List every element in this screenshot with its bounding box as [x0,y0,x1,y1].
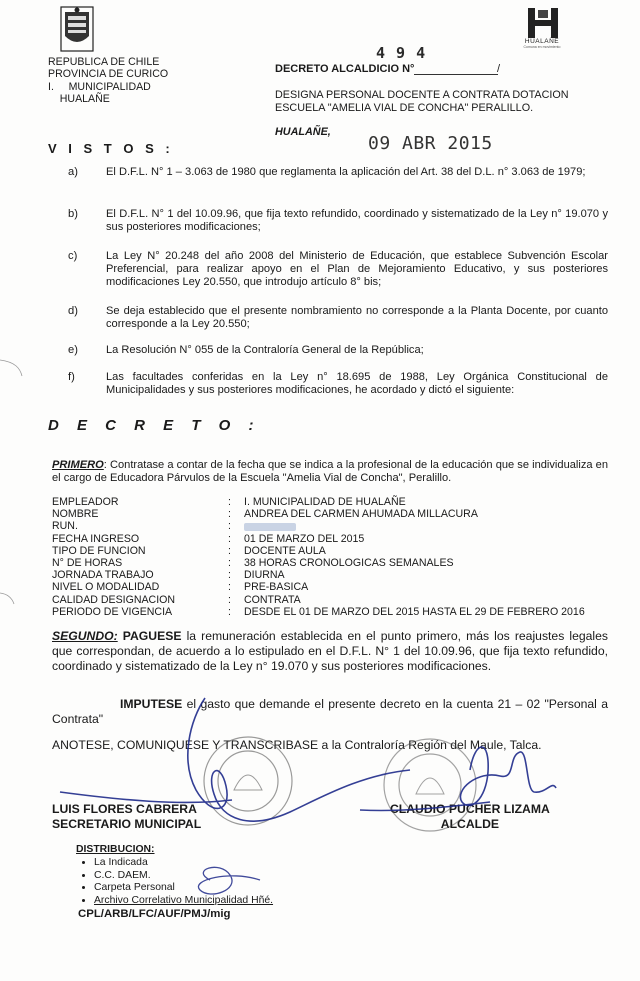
detail-row: FECHA INGRESO : 01 DE MARZO DEL 2015 [52,533,612,545]
logo-tagline: Comuna en movimiento [523,45,561,49]
distribution-item: • C.C. DAEM. [94,870,273,883]
detail-row: PERIODO DE VIGENCIA : DESDE EL 01 DE MARZO DEL 2015 HASTA EL 29 DE FEBRERO 2016 [52,606,612,618]
mayor-signature-scribble [360,747,556,811]
detail-row: RUN. : [52,520,612,532]
item-text: El D.F.L. N° 1 – 3.063 de 1980 que reglamenta la aplicación del Art. 38 del D.L. n° 3.063 de 1979; [106,166,586,178]
decree-number: 4 9 4 [376,44,427,62]
municipal-crest-icon [60,6,94,52]
item-key: b) [68,208,78,220]
vistos-item [68,208,608,234]
detail-value: PRE-BASICA [244,581,309,594]
mayor-title: ALCALDE [440,817,500,831]
secretary-name: LUIS FLORES CABRERA [52,802,197,816]
detail-label: PERIODO DE VIGENCIA [52,605,173,618]
decreto-heading: D E C R E T O : [48,417,261,434]
vistos-item [68,371,608,397]
scan-margin-mark [0,360,22,376]
detail-value: DIURNA [244,569,285,582]
detail-row: NIVEL O MODALIDAD : PRE-BASICA [52,581,612,593]
vistos-item [68,305,608,331]
primero-text: : Contratase a contar de la fecha que se indica a la profesional de la educación que se individualiza en el cargo de Educadora Párvulos de la Escuela "Amelia Vial de Concha", Peralillo. [52,459,608,484]
decree-subject: DESIGNA PERSONAL DOCENTE A CONTRATA DOTACION ESCUELA "AMELIA VIAL DE CONCHA" PERALILLO. [275,89,569,114]
item-key: c) [68,250,78,262]
issuer-block [48,56,168,106]
issuer-line: PROVINCIA DE CURICO [48,68,169,81]
redacted-run [244,523,296,531]
scan-margin-mark [0,593,14,604]
date-stamp: 09 ABR 2015 [368,133,493,154]
segundo-text: la remuneración establecida en el punto primero, más los reajustes legales que correspondan, de acuerdo a lo estipulado en el D.F.L. N° 1 del 10.09.96, que fija texto refundido, coordinado y sistematizado de la Ley n° 19.070 y sus posteriores modificaciones. [52,629,608,673]
detail-row: N° DE HORAS : 38 HORAS CRONOLOGICAS SEMANALES [52,557,612,569]
secretary-signature-block [52,802,201,832]
detail-row: TIPO DE FUNCION : DOCENTE AULA [52,545,612,557]
detail-label: CALIDAD DESIGNACION [52,593,176,606]
item-key: f) [68,371,75,383]
detail-label: RUN. [52,520,78,533]
detail-label: NIVEL O MODALIDAD [52,581,160,594]
item-key: d) [68,305,78,317]
impute-text: el gasto que demande el presente decreto en la cuenta 21 – 02 "Personal a Contrata" [52,697,608,726]
detail-value: DESDE EL 01 DE MARZO DEL 2015 HASTA EL 29 DE FEBRERO 2016 [244,605,585,618]
initials-line: CPL/ARB/LFC/AUF/PMJ/mig [78,907,231,920]
vistos-item [68,250,608,290]
place-label: HUALAÑE, [275,126,331,138]
secretary-title: SECRETARIO MUNICIPAL [52,817,202,831]
distribution-block [76,844,273,921]
decree-slash: / [497,63,501,75]
detail-value [244,520,612,532]
detail-label: TIPO DE FUNCION [52,544,146,557]
logo-text: HUALAÑE [524,38,560,45]
impute-paragraph [52,697,608,727]
segundo-verb: PAGUESE [122,629,182,643]
primero-label: PRIMERO [52,459,104,471]
vistos-heading: V I S T O S : [48,141,174,156]
detail-row: CALIDAD DESIGNACION : CONTRATA [52,594,612,606]
decree-number-label: DECRETO ALCALDICIO N° [275,63,415,75]
vistos-item [68,166,608,180]
detail-row: NOMBRE : ANDREA DEL CARMEN AHUMADA MILLACURA [52,508,612,520]
detail-label: NOMBRE [52,508,99,521]
detail-row: EMPLEADOR : I. MUNICIPALIDAD DE HUALAÑE [52,496,612,508]
item-text: El D.F.L. N° 1 del 10.09.96, que fija texto refundido, coordinado y sistematizado de la Ley n° 19.070 y sus posteriores modificaciones; [106,208,608,234]
issuer-line: HUALAÑE [48,93,110,106]
item-text: Las facultades conferidas en la Ley n° 18.695 de 1988, Ley Orgánica Constitucional de Municipalidades y sus posteriores modificaciones, he acordado y dictó el siguiente: [106,371,608,397]
decree-number-line [414,74,498,75]
item-text: Se deja establecido que el presente nombramiento no corresponde a la Planta Docente, por cuanto corresponde a la Ley 20.550; [106,305,608,331]
item-key: e) [68,344,78,356]
detail-value: DOCENTE AULA [244,544,326,557]
detail-label: N° DE HORAS [52,556,123,569]
issuer-line: REPUBLICA DE CHILE [48,56,160,68]
item-key: a) [68,166,78,178]
segundo-paragraph [52,629,608,674]
mayor-signature-block [390,802,550,832]
distribution-title: DISTRIBUCION: [76,844,155,855]
detail-label: FECHA INGRESO [52,532,140,545]
detail-value: 01 DE MARZO DEL 2015 [244,532,365,545]
distribution-item: • La Indicada [94,857,273,870]
detail-row: JORNADA TRABAJO : DIURNA [52,569,612,581]
item-text: La Resolución N° 055 de la Contraloría General de la República; [106,344,424,356]
segundo-label: SEGUNDO: [52,629,118,643]
issuer-line: I. MUNICIPALIDAD [48,80,151,93]
detail-value: ANDREA DEL CARMEN AHUMADA MILLACURA [244,508,478,521]
detail-label: EMPLEADOR [52,496,119,508]
vistos-item [68,344,608,358]
distribution-item: • Carpeta Personal [94,882,273,895]
anotese-line: ANOTESE, COMUNIQUESE Y TRANSCRIBASE a la Contraloría Región del Maule, Talca. [52,738,542,752]
detail-label: JORNADA TRABAJO [52,569,154,582]
mayor-name: CLAUDIO PUCHER LIZAMA [390,802,550,816]
detail-value: I. MUNICIPALIDAD DE HUALAÑE [244,496,406,508]
item-text: La Ley N° 20.248 del año 2008 del Ministerio de Educación, que establece Subvención Escolar Preferencial, para realizar apoyo en el Plan de Mejoramiento Educativo, y sus posteriores modificaciones Ley 20.550, que introdujo artículo 8° bis; [106,250,608,289]
primero-paragraph [52,459,608,485]
detail-value: 38 HORAS CRONOLOGICAS SEMANALES [244,556,454,569]
distribution-item: • Archivo Correlativo Municipalidad Hñé. [94,895,273,908]
employment-details [52,496,612,618]
impute-verb: IMPUTESE [120,697,183,711]
detail-value: CONTRATA [244,593,301,606]
